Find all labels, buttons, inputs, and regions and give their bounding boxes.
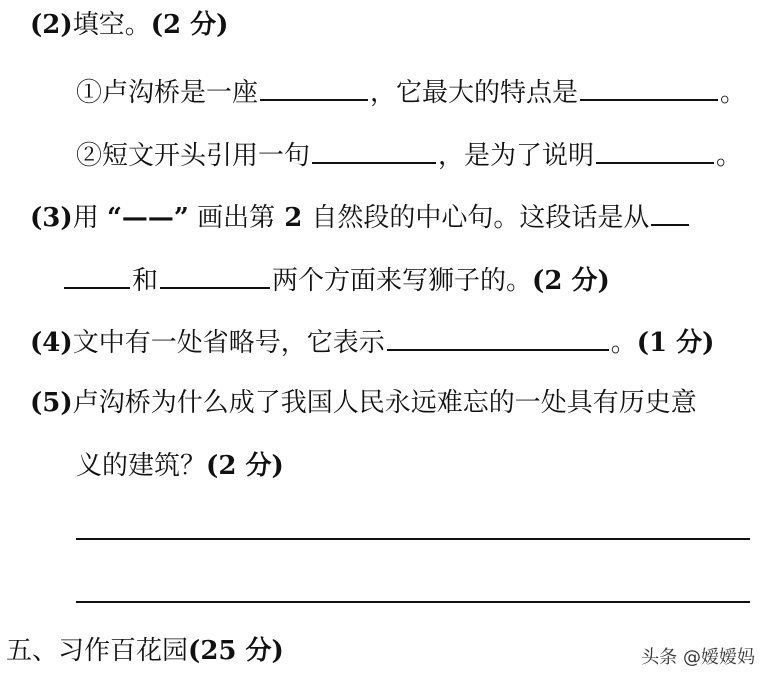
- q3-text-c: 自然段的中心句。这段话是从: [311, 203, 650, 233]
- q5-line1: [30, 386, 697, 420]
- q4-blank[interactable]: [387, 323, 609, 351]
- section5-heading: [6, 634, 284, 668]
- q2-text: 填空。: [72, 10, 151, 40]
- watermark: 头条 @嫒嫒妈: [641, 647, 755, 668]
- q3-blank-1a[interactable]: [651, 198, 689, 226]
- q2-item1-text-b: ，它最大的特点是: [370, 78, 579, 108]
- q2-item2-text-b: ，是为了说明: [438, 141, 595, 171]
- q4-line: [30, 323, 714, 360]
- section5-title: 五、习作百花园: [6, 636, 189, 666]
- q3-quote: “——”: [106, 203, 189, 233]
- q5-text-b: 义的建筑？: [76, 451, 207, 481]
- q3-line1: [30, 198, 691, 235]
- q2-label: (2): [30, 10, 73, 40]
- q3-num: 2: [275, 203, 312, 233]
- answer-line-2[interactable]: [76, 601, 750, 603]
- q5-label: (5): [30, 388, 73, 418]
- answer-line-1[interactable]: [76, 538, 750, 540]
- q2-item1: [76, 73, 746, 110]
- q3-line2: [62, 261, 610, 298]
- q2-item1-blank-1[interactable]: [260, 73, 368, 101]
- q4-score: (1 分): [636, 328, 715, 358]
- section5-score: (25 分): [188, 636, 284, 666]
- q3-score: (2 分): [532, 266, 610, 296]
- q2-heading: [30, 8, 228, 42]
- q3-blank-1b[interactable]: [64, 261, 130, 289]
- q3-blank-2[interactable]: [160, 261, 270, 289]
- q2-item1-blank-2[interactable]: [580, 73, 718, 101]
- q3-label: (3): [30, 203, 73, 233]
- q2-score: (2 分): [150, 10, 229, 40]
- q2-item2-blank-1[interactable]: [312, 136, 436, 164]
- q3-text-d: 和: [132, 266, 159, 296]
- q2-item2-text-c: 。: [716, 141, 743, 171]
- q3-text-b: 画出第: [188, 203, 276, 233]
- q2-item2-blank-2[interactable]: [596, 136, 714, 164]
- q5-score: (2 分): [206, 451, 284, 481]
- q2-item2-text-a: ②短文开头引用一句: [76, 141, 311, 171]
- q2-item1-text-a: ①卢沟桥是一座: [76, 78, 259, 108]
- q4-label: (4): [30, 328, 73, 358]
- q5-text-a: 卢沟桥为什么成了我国人民永远难忘的一处具有历史意: [72, 388, 697, 418]
- q3-text-e: 两个方面来写狮子的。: [272, 266, 533, 296]
- q4-text-b: 。: [610, 328, 637, 358]
- q2-item1-text-c: 。: [720, 78, 747, 108]
- q2-item2: [76, 136, 742, 173]
- q4-text-a: 文中有一处省略号，它表示: [72, 328, 385, 358]
- q3-text-a: 用: [72, 203, 107, 233]
- q5-line2: [76, 449, 284, 483]
